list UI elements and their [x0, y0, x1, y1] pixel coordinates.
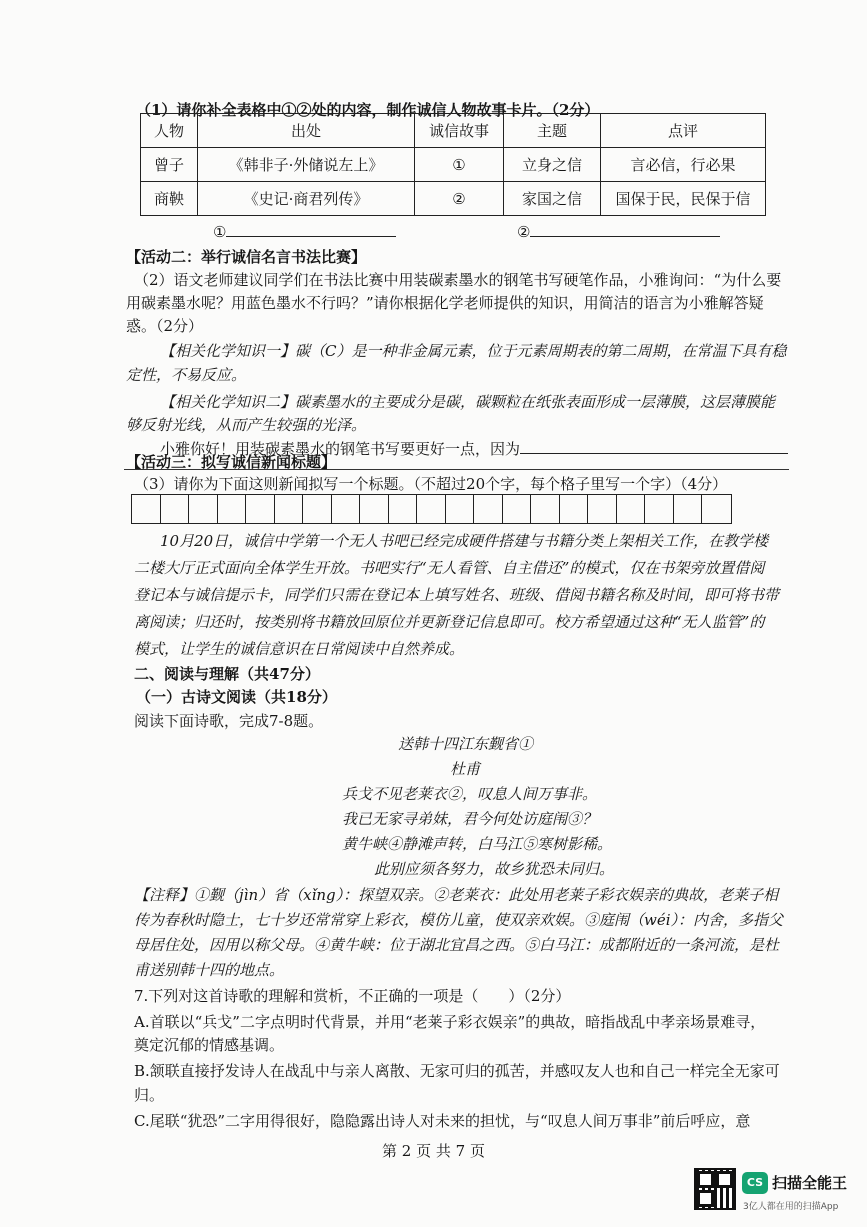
title-grid-cell[interactable] [417, 495, 446, 523]
news-line: 模式，让学生的诚信意识在日常阅读中自然养成。 [134, 640, 465, 658]
q2-line3: 惑。（2分） [126, 317, 204, 335]
activity2-heading: 【活动二：举行诚信名言书法比赛】 [126, 248, 367, 266]
poem-line: 黄牛峡④静滩声转，白马江⑤寒树影稀。 [342, 835, 613, 853]
title-grid-cell[interactable] [645, 495, 674, 523]
page-footer: 第 2 页 共 7 页 [382, 1142, 485, 1160]
header-cell: 诚信故事 [415, 114, 504, 148]
news-line: 10月20日，诚信中学第一个无人书吧已经完成硬件搭建与书籍分类上架相关工作，在教学楼 [160, 532, 769, 550]
q3-prompt: （3）请你为下面这则新闻拟写一个标题。（不超过20个字，每个格子里写一个字）（4分） [134, 475, 728, 493]
title-grid-cell[interactable] [218, 495, 247, 523]
q7-option-a: A.首联以“兵戈”二字点明时代背景，并用“老莱子彩衣娱亲”的典故，暗指战乱中孝亲场景难寻， [134, 1013, 766, 1031]
title-grid-cell[interactable] [132, 495, 161, 523]
title-grid-cell[interactable] [474, 495, 503, 523]
title-grid[interactable] [131, 494, 732, 524]
title-grid-cell[interactable] [189, 495, 218, 523]
title-grid-cell[interactable] [560, 495, 589, 523]
reading-instruction: 阅读下面诗歌，完成7-8题。 [134, 712, 324, 730]
knowledge2-line2: 够反射光线，从而产生较强的光泽。 [126, 416, 367, 434]
news-line: 二楼大厅正式面向全体学生开放。书吧实行“无人看管、自主借还”的模式，仅在书架旁放置借阅 [134, 559, 765, 577]
q7-option-a-wrap [134, 1034, 284, 1056]
poem-author: 杜甫 [450, 760, 481, 778]
header-cell: 出处 [198, 114, 415, 148]
q7-option-b-wrap-text: 归。 [134, 1086, 165, 1104]
poem-line: 兵戈不见老莱衣②，叹息人间万事非。 [342, 785, 598, 803]
knowledge2-line1: 【相关化学知识二】碳素墨水的主要成分是碳，碳颗粒在纸张表面形成一层薄膜，这层薄膜能 [160, 393, 776, 411]
title-grid-cell[interactable] [389, 495, 418, 523]
news-line: 离阅读；归还时，按类别将书籍放回原位并更新登记信息即可。校方希望通过这种“无人监管”的 [134, 613, 765, 631]
notes-line: 传为春秋时隐士，七十岁还常常穿上彩衣，模仿儿童，使双亲欢娱。③庭闱（wéi）：内舍，多指父 [134, 911, 784, 929]
title-grid-cell[interactable] [588, 495, 617, 523]
header-cell: 点评 [601, 114, 766, 148]
news-line: 登记本与诚信提示卡，同学们只需在登记本上填写姓名、班级、借阅书籍名称及时间，即可将书带 [134, 586, 780, 604]
table-cell: 国保于民，民保于信 [601, 182, 766, 216]
header-cell: 主题 [504, 114, 601, 148]
title-grid-cell[interactable] [161, 495, 190, 523]
q2-line1: （2）语文老师建议同学们在书法比赛中用装碳素墨水的钢笔书写硬笔作品，小雅询问：“为什么要 [134, 271, 782, 289]
title-grid-cell[interactable] [246, 495, 275, 523]
blank-2-label: ② [517, 223, 531, 241]
q2-answer-prefix: 小雅你好！用装碳素墨水的钢笔书写要更好一点，因为 [160, 440, 521, 458]
section2-heading: 二、阅读与理解（共47分） [134, 665, 320, 683]
table-cell: 家国之信 [504, 182, 601, 216]
table-cell: 《韩非子·外储说左上》 [198, 148, 415, 182]
qr-code-icon [694, 1168, 736, 1210]
table-cell: 《史记·商君列传》 [198, 182, 415, 216]
scanner-app-name: 扫描全能王 [772, 1174, 848, 1192]
q7-option-c: C.尾联“犹恐”二字用得很好，隐隐露出诗人对未来的担忧，与“叹息人间万事非”前后呼应，意 [134, 1112, 751, 1130]
title-grid-cell[interactable] [531, 495, 560, 523]
title-grid-cell[interactable] [702, 495, 731, 523]
answer-blank-1[interactable] [213, 221, 396, 243]
poem-line: 我已无家寻弟妹，君今何处访庭闱③？ [342, 810, 598, 828]
q7-option-b: B.颔联直接抒发诗人在战乱中与亲人离散、无家可归的孤苦，并感叹友人也和自己一样完全无家可 [134, 1062, 780, 1080]
notes-line: 甫送别韩十四的地点。 [134, 961, 285, 979]
q7-option-a-wrap-text: 奠定沉郁的情感基调。 [134, 1036, 285, 1054]
table-cell: 曾子 [141, 148, 198, 182]
title-grid-cell[interactable] [332, 495, 361, 523]
table-row [141, 148, 766, 182]
knowledge1-line2: 定性，不易反应。 [126, 366, 247, 384]
title-grid-cell[interactable] [360, 495, 389, 523]
section2-subheading: （一）古诗文阅读（共18分） [136, 688, 337, 706]
story-card-table [140, 113, 766, 216]
table-cell: 商鞅 [141, 182, 198, 216]
q2-line2: 用碳素墨水呢？用蓝色墨水不行吗？”请你根据化学老师提供的知识，用简洁的语言为小雅解答疑 [126, 294, 764, 312]
table-row [141, 182, 766, 216]
title-grid-cell[interactable] [503, 495, 532, 523]
q7-prompt: 7.下列对这首诗歌的理解和赏析，不正确的一项是（ ）（2分） [134, 987, 571, 1005]
title-grid-cell[interactable] [446, 495, 475, 523]
title-grid-cell[interactable] [674, 495, 703, 523]
notes-line: 母居住处，因用以称父母。④黄牛峡：位于湖北宜昌之西。⑤白马江：成都附近的一条河流，是杜 [134, 936, 780, 954]
notes-line: 【注释】①觐（jìn）省（xǐng）：探望双亲。②老莱衣：此处用老莱子彩衣娱亲的典故，老莱子相 [134, 886, 779, 904]
knowledge1-line1: 【相关化学知识一】碳（C）是一种非金属元素，位于元素周期表的第二周期，在常温下具有稳 [160, 342, 787, 360]
table-cell: 言必信，行必果 [601, 148, 766, 182]
poem-line: 此别应须各努力，故乡犹恐未同归。 [374, 860, 615, 878]
poem-title: 送韩十四江东觐省① [398, 735, 534, 753]
title-grid-cell[interactable] [617, 495, 646, 523]
table-header-row [141, 114, 766, 148]
blank-1-label: ① [213, 223, 227, 241]
q7-option-b-wrap [134, 1084, 164, 1106]
table-cell: ① [415, 148, 504, 182]
scanner-app-tagline: 3亿人都在用的扫描App [743, 1202, 839, 1212]
q1-prompt: （1）请你补全表格中①②处的内容，制作诚信人物故事卡片。（2分） [136, 101, 600, 119]
title-grid-cell[interactable] [303, 495, 332, 523]
activity3-heading: 【活动三：拟写诚信新闻标题】 [126, 453, 337, 471]
table-cell: 立身之信 [504, 148, 601, 182]
camscanner-logo-icon: CS [742, 1172, 768, 1194]
title-grid-cell[interactable] [275, 495, 304, 523]
header-cell: 人物 [141, 114, 198, 148]
table-cell: ② [415, 182, 504, 216]
answer-blank-2[interactable] [517, 221, 720, 243]
